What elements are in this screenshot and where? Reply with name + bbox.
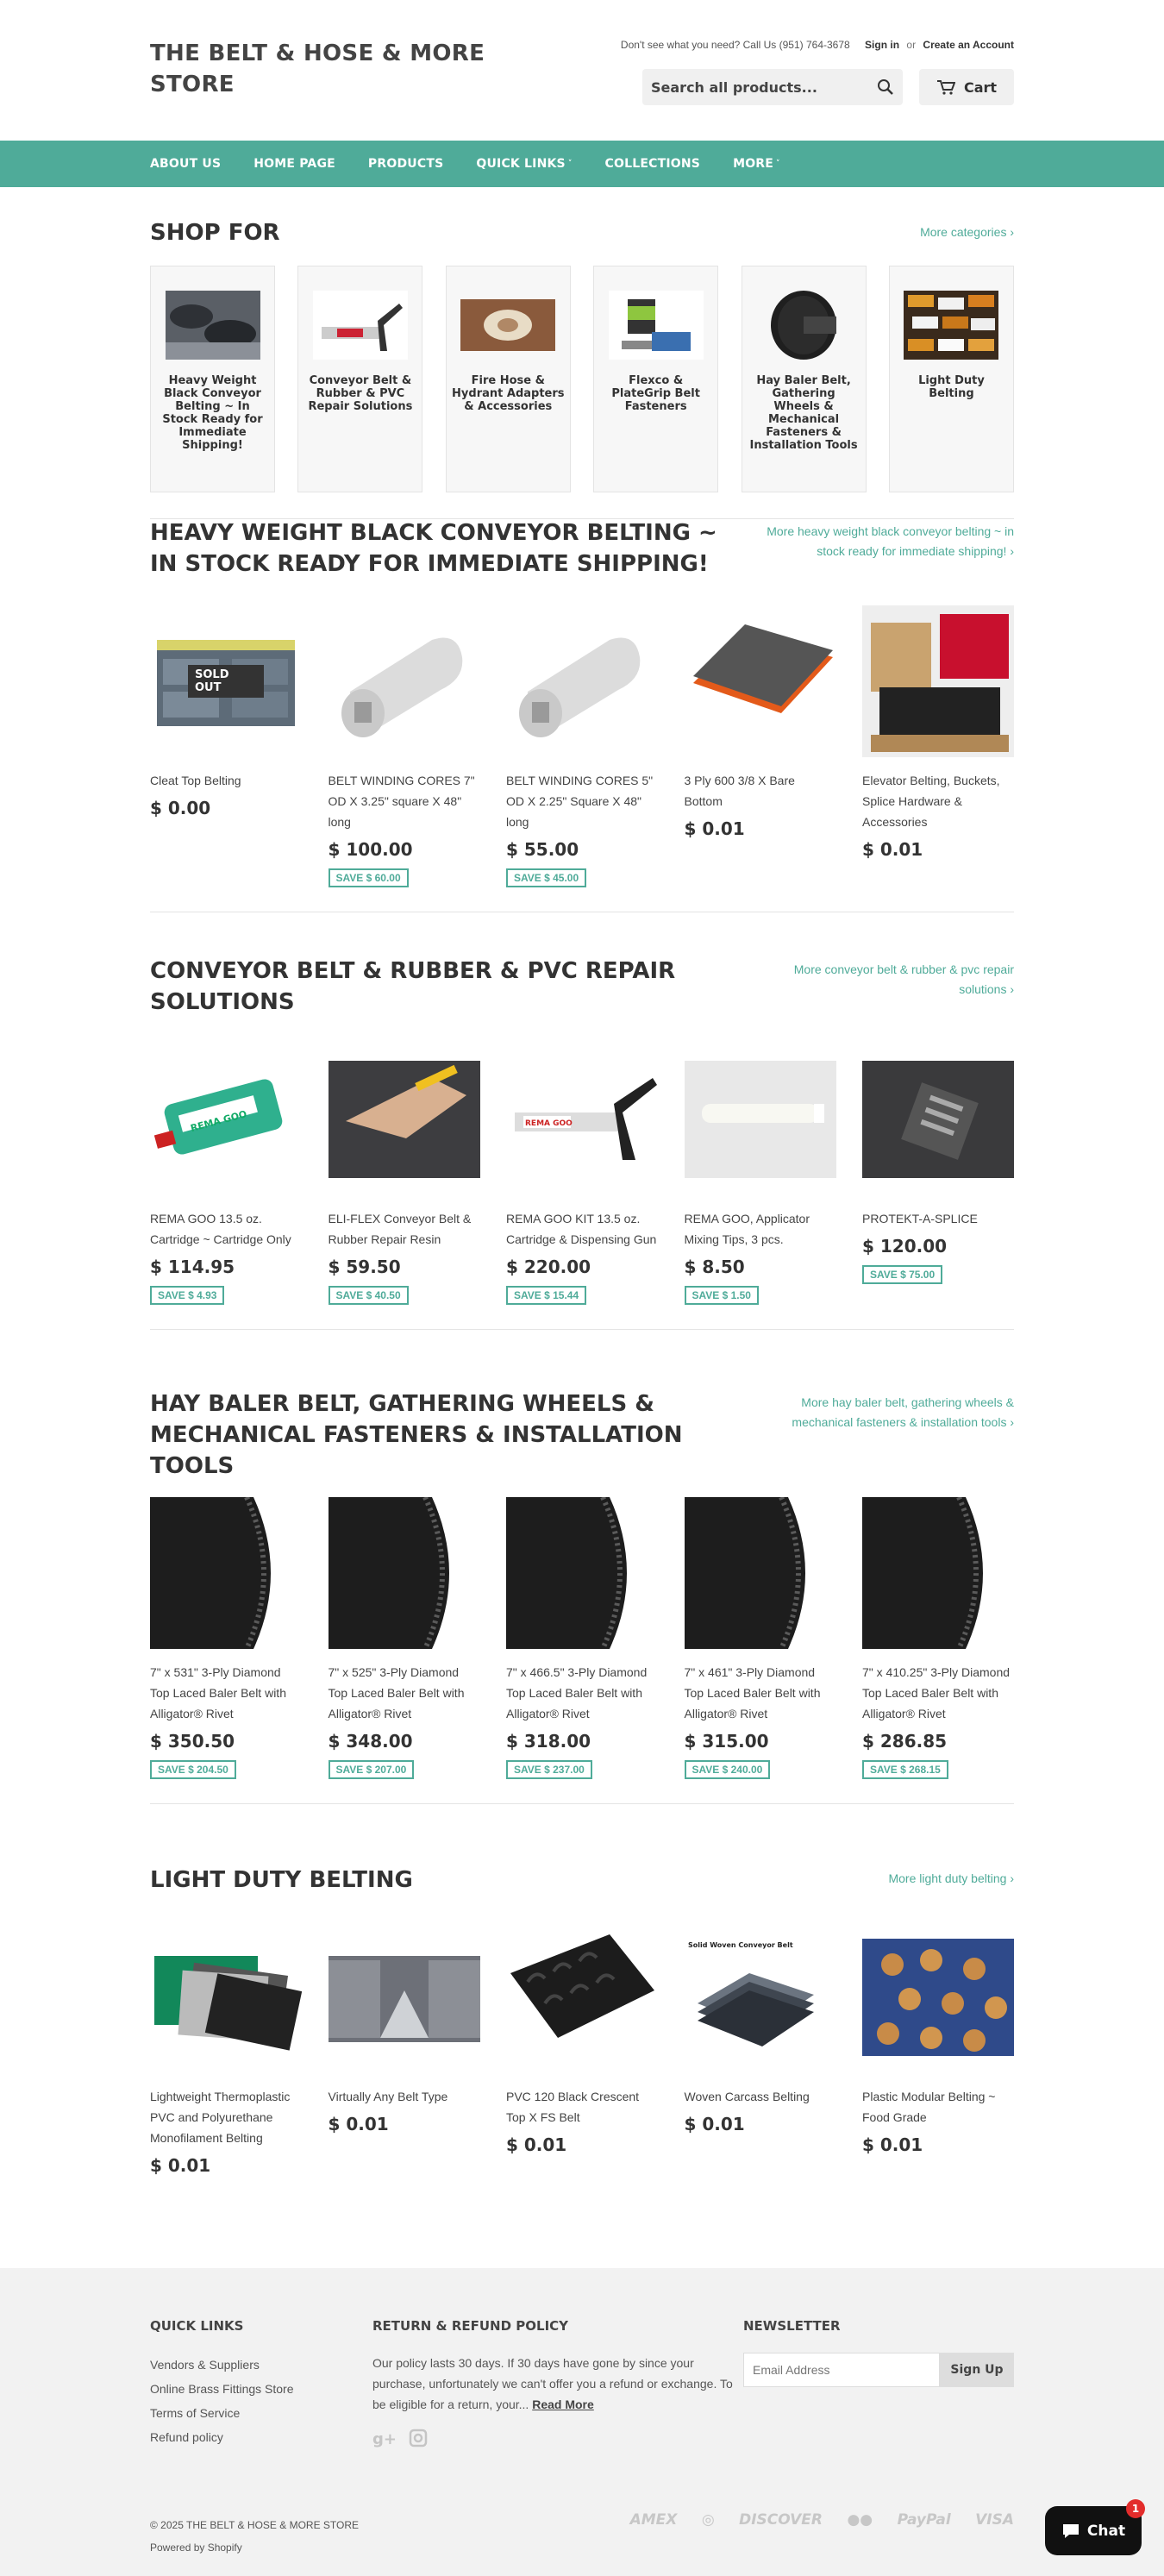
product-title[interactable]: BELT WINDING CORES 5" OD X 2.25" Square X 48" long [506, 774, 654, 829]
copyright-text: © 2025 THE BELT & HOSE & MORE STORE [150, 2519, 360, 2531]
product-card[interactable] [685, 1497, 836, 1779]
collection-section [150, 1388, 1014, 1804]
product-image-wrap[interactable] [862, 605, 1014, 757]
save-badge: SAVE $ 4.93 [150, 1286, 224, 1305]
save-badge: SAVE $ 60.00 [329, 868, 409, 887]
product-title[interactable]: REMA GOO KIT 13.5 oz. Cartridge & Dispensing Gun [506, 1212, 657, 1246]
product-price: $ 0.01 [150, 2155, 211, 2176]
footer-heading: QUICK LINKS [150, 2318, 244, 2334]
product-image [862, 1921, 1014, 2073]
product-title[interactable]: 7" x 410.25" 3-Ply Diamond Top Laced Baler Belt with Alligator® Rivet [862, 1665, 1011, 1720]
amex-icon: AMEX [629, 2511, 678, 2529]
product-title[interactable]: 3 Ply 600 3/8 X Bare Bottom [684, 774, 795, 808]
product-card[interactable] [329, 605, 480, 887]
footer-link[interactable]: Refund policy [150, 2430, 223, 2444]
cart-label: Cart [963, 78, 998, 96]
product-price: $ 350.50 [150, 1731, 235, 1752]
product-card[interactable] [329, 1044, 480, 1305]
product-price: $ 0.01 [684, 2114, 745, 2134]
product-image [150, 1497, 302, 1649]
product-image-wrap[interactable] [685, 1921, 836, 2073]
chat-button[interactable] [1045, 2503, 1142, 2555]
save-badge: SAVE $ 268.15 [862, 1760, 948, 1779]
product-image [329, 605, 480, 757]
product-image-wrap[interactable] [506, 1044, 658, 1195]
save-badge: SAVE $ 204.50 [150, 1760, 236, 1779]
category-card[interactable] [297, 266, 422, 492]
product-image-wrap[interactable] [329, 1497, 480, 1649]
category-card[interactable] [593, 266, 718, 492]
product-card[interactable] [862, 1921, 1014, 2176]
product-image [506, 1497, 658, 1649]
product-image [150, 1044, 302, 1195]
sold-out-badge: SOLD OUT [188, 665, 264, 698]
section-more-link[interactable]: More hay baler belt, gathering wheels & mechanical fasteners & installation tools › [792, 1395, 1014, 1429]
product-card[interactable] [862, 1497, 1014, 1779]
or-text: or [906, 39, 917, 51]
chevron-down-icon: ˅ [567, 160, 573, 168]
category-card[interactable] [446, 266, 571, 492]
product-card[interactable] [685, 1044, 836, 1305]
category-card[interactable] [742, 266, 867, 492]
refund-text: Our policy lasts 30 days. If 30 days have gone by since your purchase, unfortunately we can't offer you a refund or exchange. To be eligible for a return, your... Read More [372, 2356, 733, 2411]
product-image-wrap[interactable] [329, 1044, 480, 1195]
collection-section [150, 956, 1014, 1330]
product-image-wrap[interactable] [506, 1497, 658, 1649]
product-price: $ 0.01 [862, 839, 923, 860]
product-card[interactable] [150, 605, 302, 887]
payment-icons [610, 2511, 1014, 2529]
main-nav [0, 141, 1164, 187]
product-image-wrap[interactable] [685, 1044, 836, 1195]
product-image [506, 605, 658, 757]
footer-newsletter [743, 2318, 1014, 2449]
product-card[interactable] [150, 1044, 302, 1305]
nav-home-page[interactable]: HOME PAGE [253, 157, 335, 171]
product-card[interactable] [329, 1921, 480, 2176]
product-image-wrap[interactable] [685, 1497, 836, 1649]
powered-by-text: Powered by Shopify [150, 2542, 242, 2554]
search-box [642, 69, 903, 105]
search-icon[interactable] [877, 78, 894, 96]
product-price: $ 59.50 [328, 1257, 401, 1277]
product-title[interactable]: Elevator Belting, Buckets, Splice Hardware & Accessories [862, 774, 1000, 829]
product-title[interactable]: REMA GOO, Applicator Mixing Tips, 3 pcs. [684, 1212, 810, 1246]
product-title[interactable]: 7" x 466.5" 3-Ply Diamond Top Laced Baler Belt with Alligator® Rivet [506, 1665, 648, 1720]
product-price: $ 0.01 [506, 2134, 567, 2155]
product-image [506, 1044, 658, 1195]
category-card[interactable] [150, 266, 275, 492]
product-image [862, 605, 1014, 757]
product-image [329, 1921, 480, 2073]
product-price: $ 120.00 [862, 1236, 948, 1257]
product-image [150, 1921, 302, 2073]
category-image [460, 291, 555, 360]
product-image-wrap[interactable] [862, 1497, 1014, 1649]
product-image [329, 1497, 480, 1649]
section-title: HEAVY WEIGHT BLACK CONVEYOR BELTING ~ IN STOCK READY FOR IMMEDIATE SHIPPING! [150, 520, 717, 577]
product-card[interactable] [150, 1921, 302, 2176]
product-title[interactable]: PVC 120 Black Crescent Top X FS Belt [506, 2090, 640, 2124]
category-card[interactable] [889, 266, 1014, 492]
search-input[interactable] [642, 69, 858, 105]
section-more-link[interactable]: More light duty belting › [888, 1871, 1014, 1885]
product-title[interactable]: 7" x 531" 3-Ply Diamond Top Laced Baler Belt with Alligator® Rivet [150, 1665, 286, 1720]
collection-section [150, 517, 1014, 912]
product-title[interactable]: 7" x 461" 3-Ply Diamond Top Laced Baler Belt with Alligator® Rivet [684, 1665, 821, 1720]
category-image [904, 291, 998, 360]
category-name: Light Duty Belting [918, 374, 985, 400]
nav-collections[interactable]: COLLECTIONS [604, 157, 701, 171]
product-image-wrap[interactable] [150, 1044, 302, 1195]
newsletter-email-input[interactable] [743, 2353, 940, 2387]
category-image [313, 291, 408, 360]
product-card[interactable] [506, 1044, 658, 1305]
footer-heading: RETURN & REFUND POLICY [372, 2318, 569, 2334]
product-image [862, 1044, 1014, 1195]
product-price: $ 286.85 [862, 1731, 948, 1752]
product-title[interactable]: 7" x 525" 3-Ply Diamond Top Laced Baler Belt with Alligator® Rivet [328, 1665, 465, 1720]
product-image-wrap[interactable] [685, 605, 836, 757]
section-more-link[interactable]: More heavy weight black conveyor belting ~ in stock ready for immediate shipping! › [767, 524, 1014, 558]
section-title: HAY BALER BELT, GATHERING WHEELS & MECHANICAL FASTENERS & INSTALLATION TOOLS [150, 1391, 683, 1479]
nav-about-us[interactable]: ABOUT US [150, 157, 222, 171]
section-more-link[interactable]: More conveyor belt & rubber & pvc repair solutions › [793, 962, 1014, 996]
product-title[interactable]: Virtually Any Belt Type [328, 2090, 448, 2103]
product-image-wrap[interactable] [329, 605, 480, 757]
product-card[interactable] [150, 1497, 302, 1779]
product-image [506, 1921, 658, 2073]
diners-icon: ◎ [701, 2511, 715, 2529]
product-card[interactable] [329, 1497, 480, 1779]
save-badge: SAVE $ 75.00 [862, 1265, 942, 1284]
product-image-wrap[interactable] [150, 605, 302, 757]
product-card[interactable] [506, 605, 658, 887]
product-image-wrap[interactable] [150, 1497, 302, 1649]
mastercard-icon: ●● [847, 2511, 873, 2529]
product-image [685, 1497, 836, 1649]
product-title[interactable]: ELI-FLEX Conveyor Belt & Rubber Repair Resin [328, 1212, 472, 1246]
product-price: $ 114.95 [150, 1257, 235, 1277]
category-name: Hay Baler Belt, Gathering Wheels & Mechanical Fasteners & Installation Tools [749, 374, 858, 452]
product-price: $ 0.00 [150, 798, 211, 818]
product-image-wrap[interactable] [506, 605, 658, 757]
product-image-wrap[interactable] [862, 1044, 1014, 1195]
cart-icon [936, 79, 955, 95]
svg-text:Solid Woven Conveyor Belt: Solid Woven Conveyor Belt [687, 1941, 793, 1949]
chat-label: Chat [1086, 2522, 1126, 2540]
product-price: $ 55.00 [506, 839, 579, 860]
sign-in-link[interactable]: Sign in [865, 39, 900, 51]
newsletter-signup-button[interactable]: Sign Up [940, 2353, 1014, 2387]
product-price: $ 220.00 [506, 1257, 591, 1277]
product-card[interactable] [862, 605, 1014, 887]
nav-quick-links[interactable]: QUICK LINKS ˅ [476, 157, 573, 171]
chat-icon [1061, 2523, 1080, 2540]
footer-heading: NEWSLETTER [743, 2318, 841, 2334]
category-name: Flexco & PlateGrip Belt Fasteners [611, 374, 700, 413]
svg-text:REMA GOO: REMA GOO [189, 1108, 248, 1135]
category-image [756, 291, 851, 360]
nav-more[interactable]: MORE ˅ [733, 157, 780, 171]
category-name: Fire Hose & Hydrant Adapters & Accessories [452, 374, 565, 413]
product-price: $ 8.50 [684, 1257, 745, 1277]
section-title: SHOP FOR [150, 220, 280, 246]
product-card[interactable] [685, 605, 836, 887]
collection-section [150, 1865, 1014, 2176]
site-footer [0, 2268, 1164, 2576]
section-title: CONVEYOR BELT & RUBBER & PVC REPAIR SOLUTIONS [150, 958, 676, 1015]
google-plus-icon[interactable] [372, 2429, 397, 2448]
product-title[interactable]: PROTEKT-A-SPLICE [862, 1212, 978, 1225]
header-topline [621, 39, 1014, 51]
paypal-icon: PayPal [897, 2511, 951, 2529]
save-badge: SAVE $ 15.44 [506, 1286, 586, 1305]
nav-products[interactable]: PRODUCTS [367, 157, 444, 171]
product-image-wrap[interactable] [150, 1921, 302, 2073]
product-image [862, 1497, 1014, 1649]
instagram-icon[interactable] [409, 2429, 428, 2448]
store-logo[interactable]: THE BELT & HOSE & MORE STORE [150, 41, 485, 97]
category-name: Conveyor Belt & Rubber & PVC Repair Solutions [308, 374, 413, 413]
save-badge: SAVE $ 237.00 [506, 1760, 592, 1779]
footer-refund-policy [372, 2318, 743, 2449]
product-price: $ 315.00 [684, 1731, 769, 1752]
read-more-link[interactable]: Read More [532, 2397, 594, 2411]
shop-for-section [150, 217, 1014, 519]
footer-link[interactable]: Vendors & Suppliers [150, 2358, 260, 2372]
product-image-wrap[interactable] [329, 1921, 480, 2073]
visa-icon: VISA [975, 2511, 1014, 2529]
category-image [609, 291, 704, 360]
product-image [329, 1044, 480, 1195]
cart-button[interactable] [919, 69, 1014, 105]
product-price: $ 100.00 [328, 839, 413, 860]
category-name: Heavy Weight Black Conveyor Belting ~ In Stock Ready for Immediate Shipping! [162, 374, 263, 452]
call-us-text: Don't see what you need? Call Us (951) 764-3678 [620, 39, 850, 51]
site-header [0, 0, 1164, 141]
discover-icon: DISCOVER [739, 2511, 823, 2529]
save-badge: SAVE $ 45.00 [506, 868, 586, 887]
chat-badge: 1 [1126, 2499, 1145, 2518]
footer-quick-links [150, 2318, 372, 2449]
product-price: $ 0.01 [862, 2134, 923, 2155]
product-card[interactable] [506, 1497, 658, 1779]
save-badge: SAVE $ 240.00 [685, 1760, 771, 1779]
chevron-down-icon: ˅ [776, 160, 780, 168]
product-price: $ 348.00 [328, 1731, 413, 1752]
product-image-wrap[interactable] [506, 1921, 658, 2073]
more-categories-link[interactable]: More categories › [920, 225, 1014, 239]
product-title[interactable]: Plastic Modular Belting ~ Food Grade [862, 2090, 996, 2124]
product-title[interactable]: Woven Carcass Belting [684, 2090, 810, 2103]
product-card[interactable] [506, 1921, 658, 2176]
product-image [685, 605, 836, 757]
product-price: $ 0.01 [684, 818, 745, 839]
product-price: $ 318.00 [506, 1731, 591, 1752]
category-image [166, 291, 260, 360]
product-image-wrap[interactable] [862, 1921, 1014, 2073]
save-badge: SAVE $ 207.00 [329, 1760, 415, 1779]
footer-link[interactable]: Terms of Service [150, 2406, 241, 2420]
product-title[interactable]: Cleat Top Belting [150, 774, 241, 787]
create-account-link[interactable]: Create an Account [923, 39, 1014, 51]
product-title[interactable]: BELT WINDING CORES 7" OD X 3.25" square X 48" long [328, 774, 475, 829]
product-card[interactable] [862, 1044, 1014, 1305]
save-badge: SAVE $ 40.50 [329, 1286, 409, 1305]
svg-text:g+: g+ [372, 2430, 397, 2448]
save-badge: SAVE $ 1.50 [685, 1286, 759, 1305]
product-image [685, 1921, 836, 2073]
product-card[interactable] [685, 1921, 836, 2176]
svg-text:REMA GOO: REMA GOO [525, 1119, 573, 1128]
footer-link[interactable]: Online Brass Fittings Store [150, 2382, 294, 2396]
product-title[interactable]: Lightweight Thermoplastic PVC and Polyurethane Monofilament Belting [150, 2090, 291, 2145]
product-price: $ 0.01 [328, 2114, 389, 2134]
product-image [685, 1044, 836, 1195]
section-title: LIGHT DUTY BELTING [150, 1867, 413, 1893]
product-title[interactable]: REMA GOO 13.5 oz. Cartridge ~ Cartridge Only [150, 1212, 291, 1246]
